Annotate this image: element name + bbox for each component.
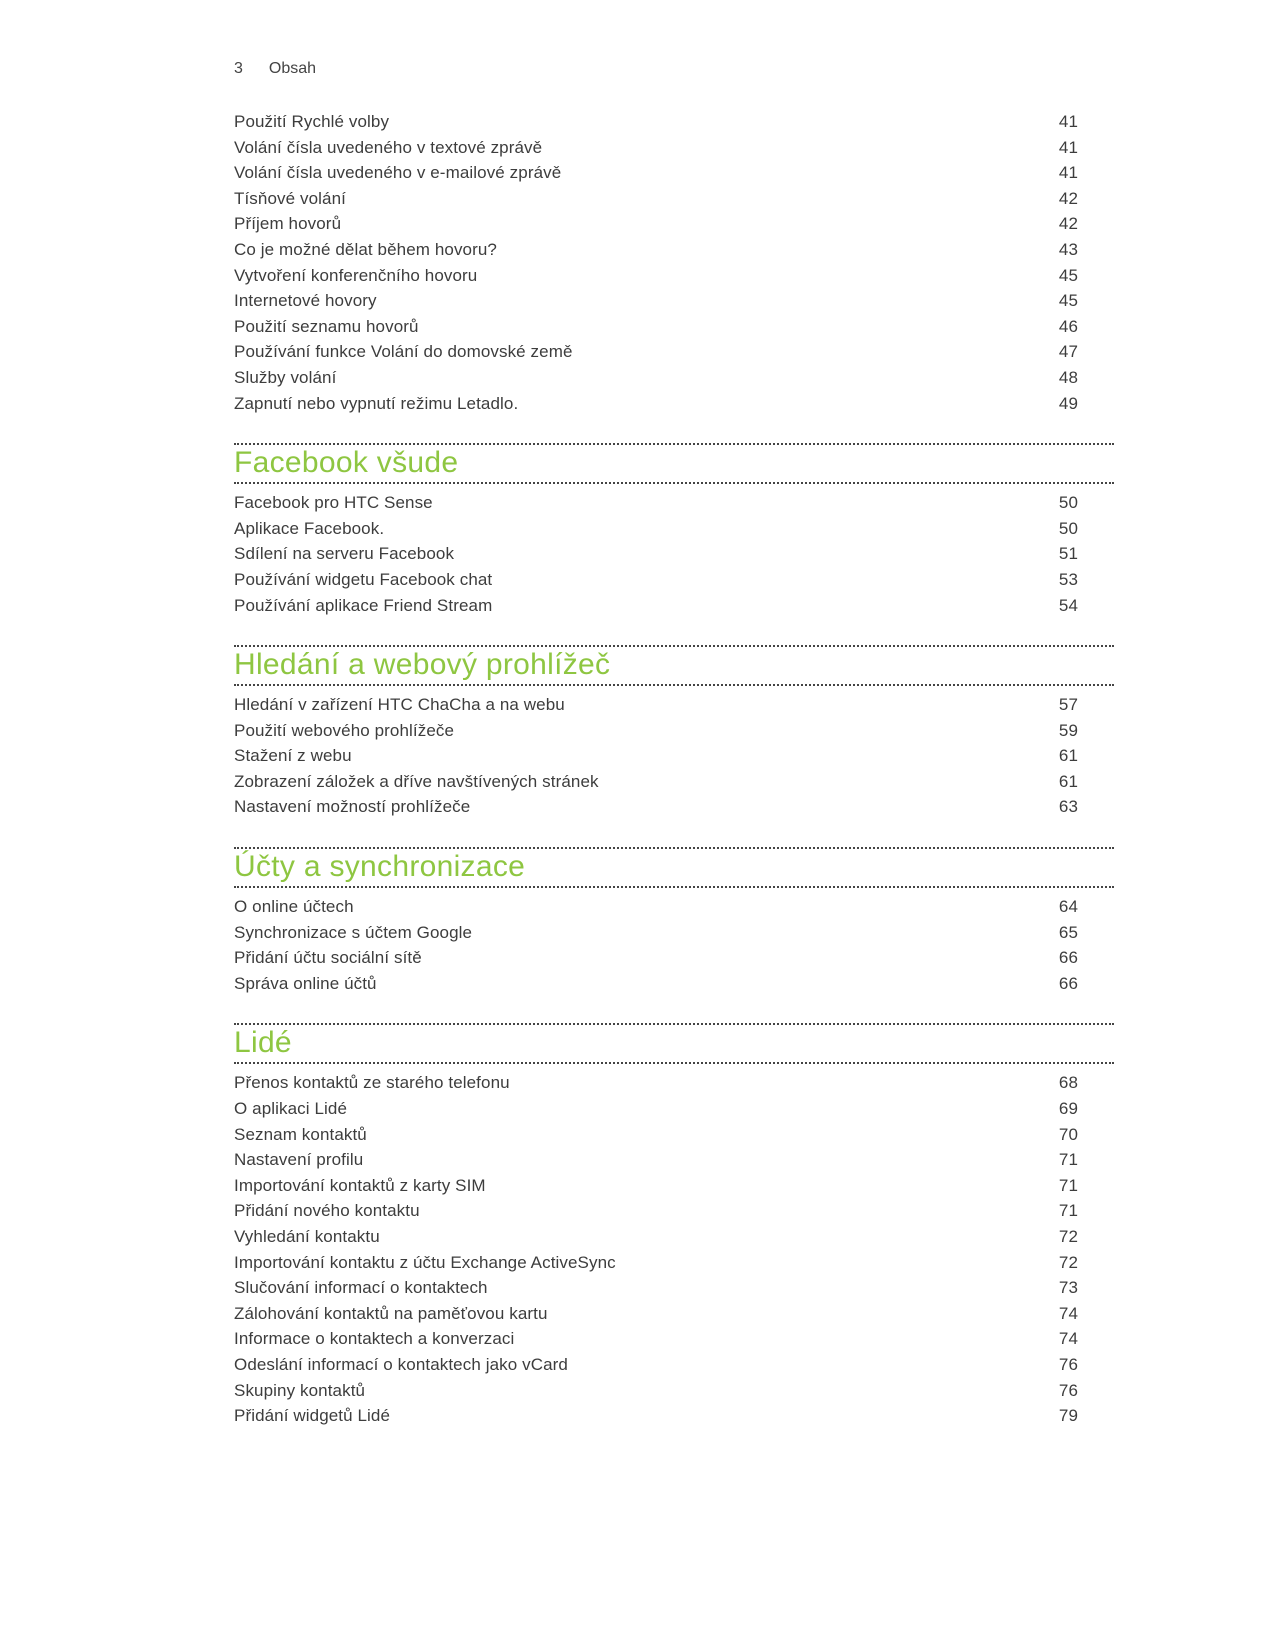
toc-entry-page-number: 53: [1058, 569, 1078, 589]
toc-entry-page-number: 49: [1058, 393, 1078, 413]
toc-entry-page-number: 41: [1058, 112, 1078, 131]
toc-entry-title: Přenos kontaktů ze starého telefonu: [234, 1073, 510, 1093]
toc-entry-page-number: 72: [1058, 1252, 1078, 1272]
toc-entry-title: Slučování informací o kontaktech: [234, 1278, 488, 1298]
toc-entry-title: Skupiny kontaktů: [234, 1380, 366, 1400]
toc-entry[interactable]: [234, 1147, 1114, 1173]
toc-section: [234, 1023, 1114, 1428]
toc-entry[interactable]: [234, 718, 1114, 744]
toc-entry-title: Hledání v zařízení HTC ChaCha a na webu: [234, 695, 565, 715]
toc-entry[interactable]: [234, 1173, 1114, 1199]
toc-entry-page-number: 57: [1058, 695, 1078, 715]
toc-entry-page-number: 65: [1058, 922, 1078, 942]
toc-entry-title: Volání čísla uvedeného v textové zprávě: [234, 137, 543, 157]
toc-entry-page-number: 71: [1058, 1175, 1078, 1195]
toc-entry-title: Používání widgetu Facebook chat: [234, 569, 493, 589]
section-heading-text: Účty a synchronizace: [234, 850, 526, 884]
toc-entry[interactable]: [234, 541, 1114, 567]
toc-entry-title: Zobrazení záložek a dříve navštívených stránek: [234, 771, 599, 791]
toc-entry-title: Synchronizace s účtem Google: [234, 922, 473, 942]
toc-entry[interactable]: [234, 1198, 1114, 1224]
toc-entry-title: Volání čísla uvedeného v e-mailové zprávě: [234, 163, 562, 183]
toc-entry-page-number: 66: [1058, 948, 1078, 968]
toc-entry[interactable]: [234, 1301, 1114, 1327]
toc-entry-page-number: 48: [1058, 367, 1078, 387]
toc-entry-title: Importování kontaktu z účtu Exchange ActiveSync: [234, 1252, 616, 1272]
toc-entry-page-number: 42: [1058, 188, 1078, 208]
section-heading[interactable]: [234, 847, 1114, 888]
toc-entry[interactable]: [234, 1224, 1114, 1250]
toc-entry[interactable]: [234, 894, 1114, 920]
toc-entry[interactable]: [234, 593, 1114, 619]
toc-entry-title: Aplikace Facebook.: [234, 518, 385, 538]
toc-entry-title: O online účtech: [234, 897, 354, 917]
toc-entry[interactable]: [234, 490, 1114, 516]
toc-entry-page-number: 72: [1058, 1227, 1078, 1246]
toc-intro-list: [234, 109, 1114, 416]
toc-entry[interactable]: [234, 109, 1114, 135]
toc-entry[interactable]: [234, 567, 1114, 593]
toc-entry-page-number: 76: [1058, 1354, 1078, 1374]
section-heading[interactable]: [234, 443, 1114, 484]
page-header: [234, 60, 316, 78]
toc-entry[interactable]: [234, 391, 1114, 417]
toc-entry-title: Použití webového prohlížeče: [234, 720, 455, 740]
toc-entry-title: Příjem hovorů: [234, 214, 342, 234]
toc-entry-page-number: 69: [1058, 1099, 1078, 1119]
toc-entry-page-number: 54: [1058, 595, 1078, 615]
toc-entry-page-number: 50: [1058, 518, 1078, 538]
table-of-contents: [234, 109, 1114, 1429]
toc-entry[interactable]: [234, 794, 1114, 820]
toc-entry[interactable]: [234, 1352, 1114, 1378]
toc-section: [234, 847, 1114, 996]
toc-entry[interactable]: [234, 263, 1114, 289]
toc-entry-page-number: 46: [1058, 316, 1078, 336]
toc-entry-title: Importování kontaktů z karty SIM: [234, 1175, 486, 1195]
toc-entry-page-number: 45: [1058, 265, 1078, 285]
toc-entry-page-number: 42: [1058, 214, 1078, 234]
toc-entry-page-number: 47: [1058, 342, 1078, 362]
section-heading-text: Lidé: [234, 1026, 292, 1060]
toc-entry[interactable]: [234, 1326, 1114, 1352]
toc-entry-title: Používání funkce Volání do domovské země: [234, 342, 573, 362]
toc-entry-page-number: 59: [1058, 720, 1078, 740]
toc-entry-page-number: 70: [1058, 1124, 1078, 1144]
toc-entry[interactable]: [234, 160, 1114, 186]
toc-entry[interactable]: [234, 920, 1114, 946]
section-heading-text: Facebook všude: [234, 446, 459, 480]
toc-entry-page-number: 74: [1058, 1329, 1078, 1349]
toc-entry[interactable]: [234, 135, 1114, 161]
toc-entry[interactable]: [234, 516, 1114, 542]
toc-entry-title: Seznam kontaktů: [234, 1124, 367, 1144]
toc-entry-title: Správa online účtů: [234, 973, 377, 993]
toc-entry-page-number: 64: [1058, 897, 1078, 917]
toc-entry-page-number: 61: [1058, 771, 1078, 791]
section-heading-text: Hledání a webový prohlížeč: [234, 648, 611, 682]
toc-entry-title: Služby volání: [234, 367, 337, 387]
toc-entry-page-number: 61: [1058, 746, 1078, 766]
toc-entry-page-number: 73: [1058, 1278, 1078, 1298]
toc-entry[interactable]: [234, 971, 1114, 997]
toc-entry-title: Zapnutí nebo vypnutí režimu Letadlo.: [234, 393, 519, 413]
toc-entry-title: Používání aplikace Friend Stream: [234, 595, 493, 615]
toc-entry-title: Internetové hovory: [234, 291, 377, 311]
section-heading[interactable]: [234, 1023, 1114, 1064]
toc-entry-title: Informace o kontaktech a konverzaci: [234, 1329, 515, 1349]
toc-entry-title: Stažení z webu: [234, 746, 352, 766]
toc-entry[interactable]: [234, 1275, 1114, 1301]
toc-entry-title: Použití seznamu hovorů: [234, 316, 419, 336]
toc-entry[interactable]: [234, 743, 1114, 769]
toc-entry-page-number: 50: [1058, 493, 1078, 513]
toc-entry-title: Nastavení možností prohlížeče: [234, 797, 471, 817]
toc-entry-page-number: 74: [1058, 1303, 1078, 1323]
toc-entry-title: O aplikaci Lidé: [234, 1099, 348, 1119]
toc-entry-page-number: 71: [1058, 1201, 1078, 1221]
toc-section: [234, 443, 1114, 618]
toc-entry-title: Přidání účtu sociální sítě: [234, 948, 422, 968]
toc-entry-page-number: 45: [1058, 291, 1078, 311]
toc-entry[interactable]: [234, 365, 1114, 391]
toc-entry-page-number: 41: [1058, 137, 1078, 157]
toc-entry-title: Nastavení profilu: [234, 1150, 364, 1170]
toc-entry[interactable]: [234, 1378, 1114, 1404]
toc-entry[interactable]: [234, 692, 1114, 718]
toc-entry[interactable]: [234, 288, 1114, 314]
toc-entry-title: Co je možné dělat během hovoru?: [234, 239, 497, 259]
toc-entry-title: Vyhledání kontaktu: [234, 1227, 380, 1246]
toc-entry-page-number: 43: [1058, 239, 1078, 259]
toc-entry-title: Vytvoření konferenčního hovoru: [234, 265, 478, 285]
toc-entry-title: Facebook pro HTC Sense: [234, 493, 433, 513]
toc-entry-page-number: 41: [1058, 163, 1078, 183]
toc-entry-page-number: 63: [1058, 797, 1078, 817]
toc-entry[interactable]: [234, 769, 1114, 795]
toc-entry-title: Přidání widgetů Lidé: [234, 1406, 391, 1426]
toc-section: [234, 645, 1114, 820]
toc-entry-title: Přidání nového kontaktu: [234, 1201, 420, 1221]
section-heading[interactable]: [234, 645, 1114, 686]
toc-entry[interactable]: [234, 1070, 1114, 1096]
toc-entry-title: Odeslání informací o kontaktech jako vCard: [234, 1354, 568, 1374]
toc-entry-page-number: 51: [1058, 544, 1078, 564]
toc-entry[interactable]: [234, 1250, 1114, 1276]
toc-entry-page-number: 76: [1058, 1380, 1078, 1400]
toc-entry-page-number: 79: [1058, 1406, 1078, 1426]
toc-entry[interactable]: [234, 945, 1114, 971]
page-title: Obsah: [268, 60, 317, 77]
toc-entry-title: Tísňové volání: [234, 188, 346, 208]
toc-entry-page-number: 71: [1058, 1150, 1078, 1170]
toc-entry-title: Použití Rychlé volby: [234, 112, 390, 131]
toc-entry[interactable]: [234, 237, 1114, 263]
toc-entry-page-number: 66: [1058, 973, 1078, 993]
toc-entry[interactable]: [234, 186, 1114, 212]
toc-entry-page-number: 68: [1058, 1073, 1078, 1093]
toc-entry[interactable]: [234, 339, 1114, 365]
toc-entry[interactable]: [234, 1122, 1114, 1148]
toc-entry-title: Sdílení na serveru Facebook: [234, 544, 455, 564]
toc-entry[interactable]: [234, 1096, 1114, 1122]
toc-entry[interactable]: [234, 211, 1114, 237]
toc-entry[interactable]: [234, 314, 1114, 340]
toc-entry[interactable]: [234, 1403, 1114, 1429]
page-number: 3: [234, 60, 243, 77]
toc-entry-title: Zálohování kontaktů na paměťovou kartu: [234, 1303, 548, 1323]
